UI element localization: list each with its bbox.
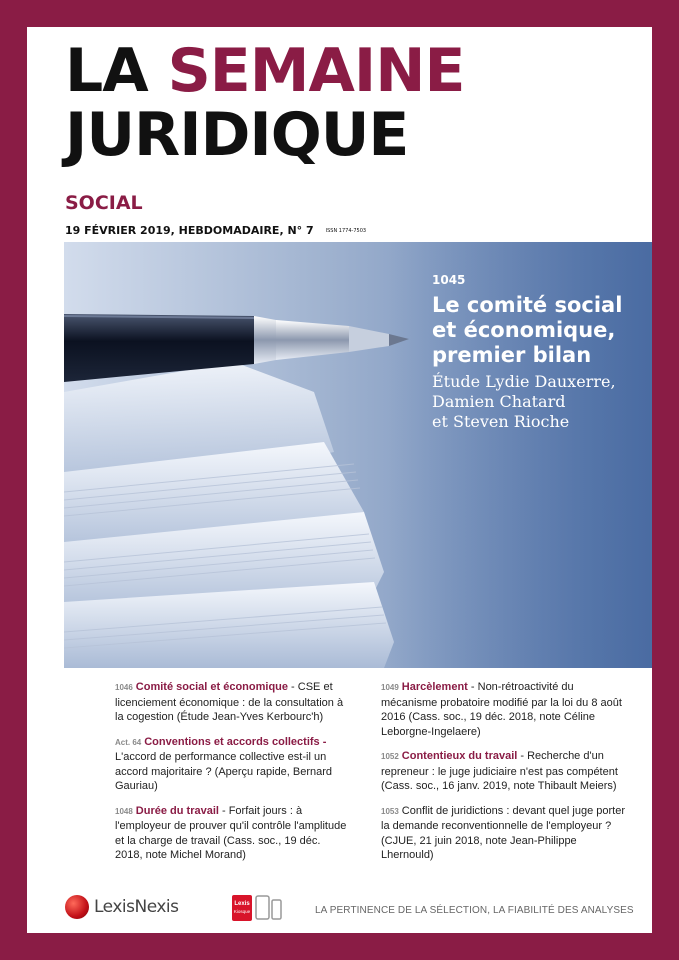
toc-item[interactable] <box>381 749 631 794</box>
kiosk-label-line1: Lexis <box>234 901 250 907</box>
lead-article[interactable] <box>432 273 642 432</box>
tagline: LA PERTINENCE DE LA SÉLECTION, LA FIABILITÉ DES ANALYSES <box>315 905 634 916</box>
lead-title-line: Le comité social <box>432 293 623 317</box>
toc-text: - Forfait jours : à l'employeur de prouver qu'il contrôle l'amplitude et la charge de travail (Cass. soc., 19 déc. 2018, note Michel Morand) <box>115 804 347 861</box>
toc-text: - CSE et licenciement économique : de la consultation à la cogestion (Étude Jean-Yves Kerbourc'h) <box>115 681 344 723</box>
toc-text: - Recherche d'un repreneur : le juge judiciaire n'est pas compétent (Cass. soc., 16 janv. 2019, note Thibault Meiers) <box>381 750 618 792</box>
toc-topic: Harcèlement <box>401 681 468 693</box>
lead-author-line: et Steven Rioche <box>432 412 570 431</box>
lead-author-line: Étude Lydie Dauxerre, <box>432 372 616 391</box>
cover-page <box>27 27 652 933</box>
toc-ref: 1049 <box>381 683 399 692</box>
lexisnexis-globe-icon <box>65 895 89 919</box>
toc-text: Conflit de juridictions : devant quel juge porter la demande reconventionnelle de l'employeur ? (CJUE, 21 juin 2018, note Jean-Philippe Lhernould) <box>381 804 625 861</box>
toc-ref: 1052 <box>381 752 399 761</box>
lead-title-line: premier bilan <box>432 343 592 367</box>
toc-text: L'accord de performance collective est-il un accord majoritaire ? (Aperçu rapide, Bernard Gauriau) <box>115 751 333 792</box>
section-label: SOCIAL <box>65 192 143 214</box>
toc-ref: 1046 <box>115 683 133 692</box>
lexisnexis-logo[interactable] <box>65 895 179 919</box>
lexis-kiosque-icon[interactable] <box>232 894 284 922</box>
toc-ref: Act. 64 <box>115 737 142 747</box>
toc-ref: 1053 <box>381 806 399 816</box>
title-semaine: SEMAINE <box>167 36 465 106</box>
toc-item[interactable] <box>115 804 350 863</box>
lead-author-line: Damien Chatard <box>432 392 566 411</box>
publisher-name: LexisNexis <box>94 897 179 917</box>
kiosk-label-line2: Kiosque <box>233 909 251 914</box>
toc-topic: Contentieux du travail <box>401 750 518 762</box>
toc-item[interactable] <box>381 680 631 739</box>
toc-topic: Comité social et économique <box>135 681 288 693</box>
toc-text: - Non-rétroactivité du mécanisme probatoire modifié par la loi du 8 août 2016 (Cass. soc., 19 déc. 2018, note Céline Leborgne-Ingelaere) <box>381 681 622 738</box>
lead-title-line: et économique, <box>432 318 616 342</box>
lead-title[interactable] <box>432 293 642 368</box>
issn: ISSN 1774-7503 <box>325 228 367 234</box>
masthead <box>65 36 465 170</box>
toc-topic: Durée du travail <box>135 804 219 817</box>
issue-date: 19 FÉVRIER 2019, HEBDOMADAIRE, N° 7 <box>65 224 314 237</box>
toc-left-column <box>115 680 350 873</box>
lead-authors <box>432 372 642 432</box>
masthead-line2: JURIDIQUE <box>65 100 409 170</box>
toc-item[interactable] <box>115 680 350 725</box>
dateline <box>65 224 366 237</box>
toc-topic: Conventions et accords collectifs - <box>144 735 327 748</box>
toc-ref: 1048 <box>115 806 133 816</box>
toc-item[interactable] <box>115 735 350 794</box>
toc-right-column <box>381 680 631 873</box>
masthead-line1 <box>65 36 465 106</box>
title-la: LA <box>65 36 168 106</box>
toc-item[interactable] <box>381 804 631 863</box>
lead-number: 1045 <box>432 273 466 287</box>
